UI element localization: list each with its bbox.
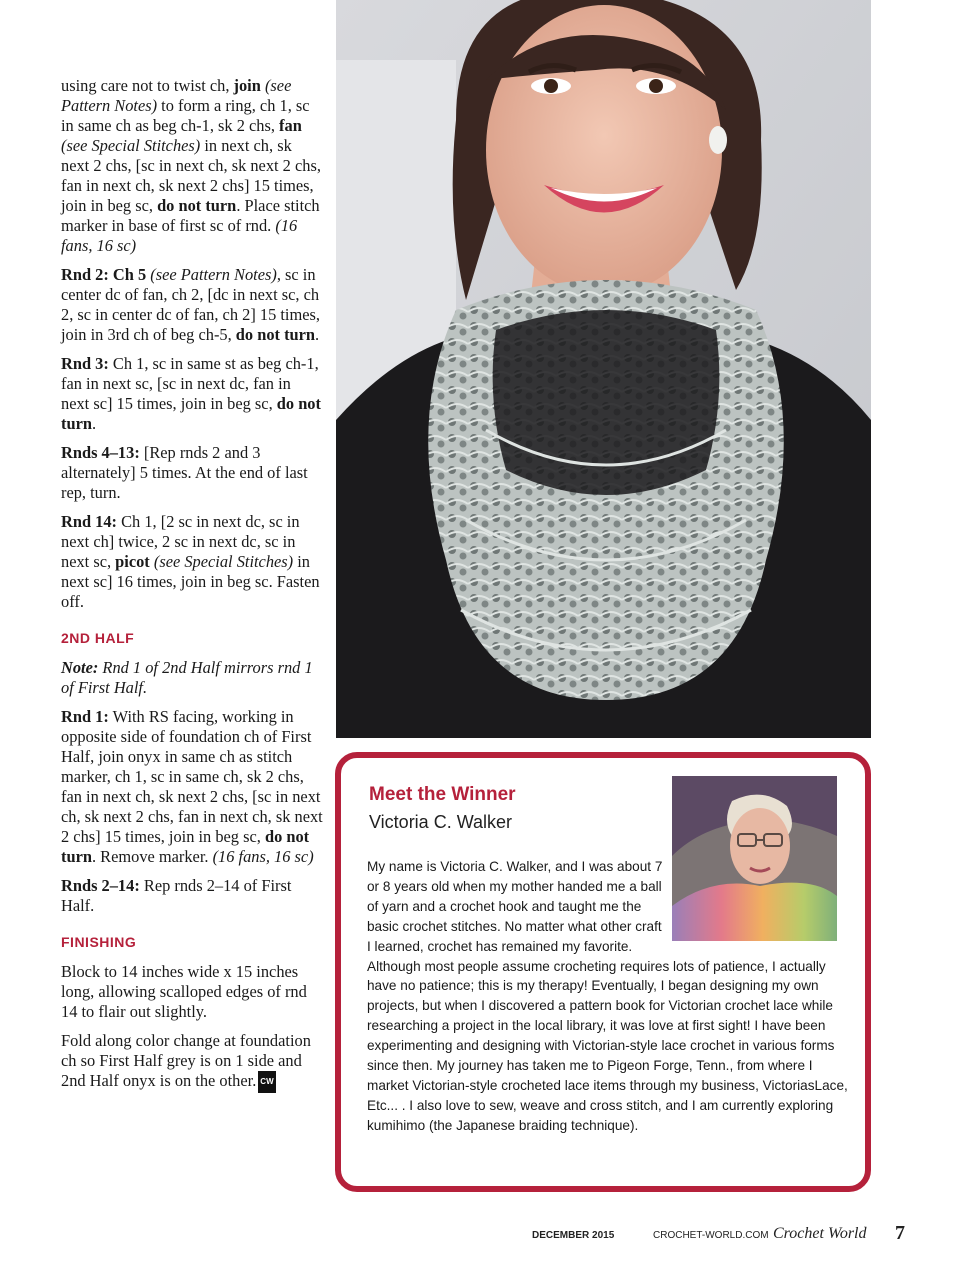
finishing-paragraph-2: Fold along color change at foundation ch so First Half grey is on 1 side and 2nd Half onyx is on the other. CW — [61, 1031, 323, 1093]
finishing-heading: FINISHING — [61, 934, 137, 950]
pattern-paragraph-rnd1-cont: using care not to twist ch, join (see Pattern Notes) to form a ring, ch 1, sc in same ch as beg ch-1, sk 2 chs, fan (see Special Stitches) in next ch, sk next 2 chs, [sc in next ch, sk next 2 chs, fan in next ch, sk next 2 chs] 15 times, join in beg sc, do not turn. Place stitch marker in base of first sc of rnd. (16 fans, 16 sc) — [61, 76, 321, 255]
pattern-paragraph-rnds-4-13: Rnds 4–13: [Rep rnds 2 and 3 alternately] 5 times. At the end of last rep, turn. — [61, 443, 308, 502]
issue-date: DECEMBER 2015 — [532, 1230, 615, 1241]
pattern-paragraph-rnd14: Rnd 14: Ch 1, [2 sc in next dc, sc in next ch] twice, 2 sc in next dc, sc in next sc, picot (see Special Stitches) in next sc] 16 times, join in beg sc. Fasten off. — [61, 512, 320, 611]
second-half-rnd1: Rnd 1: With RS facing, working in opposite side of foundation ch of First Half, join onyx in same ch as stitch marker, ch 1, sc in same ch, sk 2 chs, fan in next ch, sk next 2 chs, [sc in next ch, sk next 2 chs, fan in next ch, sk next 2 chs] 15 times, join in beg sc, do not turn. Remove marker. (16 fans, 16 sc) — [61, 707, 323, 866]
winner-name: Victoria C. Walker — [369, 812, 513, 832]
pattern-column — [61, 76, 323, 1102]
magazine-title: Crochet World — [773, 1225, 867, 1242]
second-half-heading: 2ND HALF — [61, 630, 135, 646]
pattern-paragraph-rnd3: Rnd 3: Ch 1, sc in same st as beg ch-1, fan in next sc, [sc in next dc, fan in next sc] 15 times, join in beg sc, do not turn. — [61, 354, 321, 433]
meet-the-winner-box — [335, 752, 871, 1192]
winner-biography — [367, 857, 852, 1136]
page-number: 7 — [895, 1222, 905, 1244]
model-photo-illustration — [336, 0, 871, 738]
winner-box-title: Meet the Winner — [369, 784, 516, 805]
winner-bio-intro: My name is Victoria C. Walker, and I was about 7 or 8 years old when my mother handed me a ball of yarn and a crochet hook and taught me the basic crochet stitches. No matter what other craft I learned, crochet has remained my favorite. — [367, 859, 663, 954]
winner-bio-continued: Although most people assume crocheting requires lots of patience, I actually have no patience; this is my therapy! Eventually, I began designing my own projects, but when I discovered a pattern book for Victorian crochet lace while researching a project in the local library, it was love at first sight! I have been experimenting and designing with Victorian-style lace crochet in various forms since then. My journey has taken me to Pigeon Forge, Tenn., from where I market Victorian-style crocheted lace items through my business, VictoriasLace, Etc... . I also love to sew, weave and cross stitch, and I am currently exploring kumihimo (the Japanese braiding technique). — [367, 958, 848, 1133]
website-url[interactable]: CROCHET-WORLD.COM — [653, 1230, 769, 1241]
second-half-rnds-2-14: Rnds 2–14: Rep rnds 2–14 of First Half. — [61, 876, 292, 915]
model-photo — [336, 0, 871, 738]
pattern-paragraph-rnd2: Rnd 2: Ch 5 (see Pattern Notes), sc in center dc of fan, ch 2, [dc in next sc, ch 2, sc in center dc of fan, ch 2] 15 times, join in 3rd ch of beg ch-5, do not turn. — [61, 265, 320, 344]
page-footer — [0, 1222, 953, 1252]
finishing-paragraph-1: Block to 14 inches wide x 15 inches long, allowing scalloped edges of rnd 14 to flair out slightly. — [61, 962, 307, 1021]
end-of-article-badge: CW — [258, 1071, 275, 1093]
second-half-note: Note: Rnd 1 of 2nd Half mirrors rnd 1 of First Half. — [61, 658, 313, 697]
